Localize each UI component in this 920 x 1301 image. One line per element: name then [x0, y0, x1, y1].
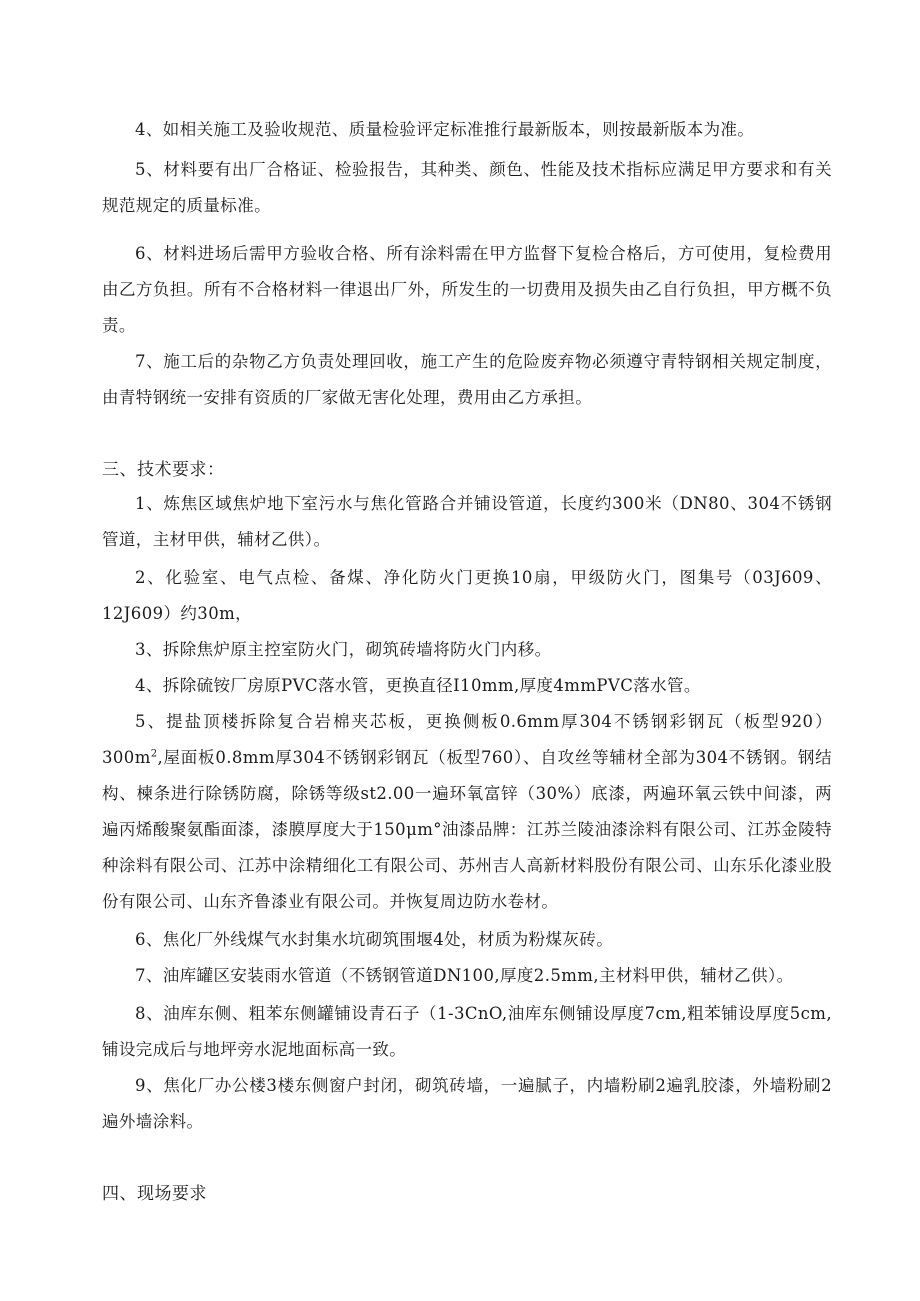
paragraph-item-5: 5、材料要有出厂合格证、检验报告，其种类、颜色、性能及技术指标应满足甲方要求和有关规范规定的质量标准。 — [102, 160, 832, 215]
tech-item-2: 2、化验室、电气点检、备煤、净化防火门更换10扇，甲级防火门，图集号（03J609、12J609）约30m， — [102, 568, 832, 623]
tech-item-5-part1: 5、提盐顶楼拆除复合岩棉夹芯板，更换侧板0.6mm厚304不锈钢彩钢瓦（板型920）300m — [102, 712, 832, 767]
paragraph-item-4: 4、如相关施工及验收规范、质量检验评定标准推行最新版本，则按最新版本为准。 — [135, 120, 755, 139]
tech-item-6: 6、焦化厂外线煤气水封集水坑砌筑围堰4处，材质为粉煤灰砖。 — [135, 930, 614, 949]
tech-item-7: 7、油库罐区安装雨水管道（不锈钢管道DN100,厚度2.5mm,主材料甲供，辅材乙供）。 — [135, 966, 794, 985]
tech-item-5-part2: ,屋面板0.8mm厚304不锈钢彩钢瓦（板型760）、自攻丝等辅材全部为304不锈钢。钢结构、楝条进行除锈防腐，除锈等级st2.00一遍环氧富锌（30%）底漆，两遍环氧云铁中间漆，两遍丙烯酸聚氨酯面漆，漆膜厚度大于150μm°油漆品牌：江苏兰陵油漆涂料有限公司、江苏金陵特种涂料有限公司、江苏中涂精细化工有限公司、苏州吉人高新材料股份有限公司、山东乐化漆业股份有限公司、山东齐鲁漆业有限公司。并恢复周边防水卷材。 — [102, 748, 832, 911]
paragraph-item-6: 6、材料进场后需甲方验收合格、所有涂料需在甲方监督下复检合格后，方可使用，复检费用由乙方负担。所有不合格材料一律退出厂外，所发生的一切费用及损失由乙自行负担，甲方概不负责。 — [102, 244, 832, 335]
tech-item-8: 8、油库东侧、粗苯东侧罐铺设青石子（1-3CnO,油库东侧铺设厚度7cm,粗苯铺设厚度5cm,铺设完成后与地坪旁水泥地面标高一致。 — [102, 1004, 832, 1059]
tech-item-3: 3、拆除焦炉原主控室防火门，砌筑砖墙将防火门内移。 — [135, 640, 552, 659]
tech-item-4: 4、拆除硫铵厂房原PVC落水管，更换直径I10mm,厚度4mmPVC落水管。 — [135, 676, 701, 695]
tech-item-9: 9、焦化厂办公楼3楼东侧窗户封闭，砌筑砖墙，一遍腻子，内墙粉刷2遍乳胶漆，外墙粉刷2遍外墙涂料。 — [102, 1076, 832, 1131]
section-heading-technical: 三、技术要求： — [102, 460, 225, 480]
superscript-squared: 2 — [150, 748, 158, 760]
tech-item-5 — [102, 704, 832, 920]
section-heading-site: 四、现场要求 — [102, 1184, 207, 1204]
paragraph-item-7: 7、施工后的杂物乙方负责处理回收，施工产生的危险废弃物必须遵守青特钢相关规定制度，由青特钢统一安排有资质的厂家做无害化处理，费用由乙方承担。 — [102, 352, 832, 407]
tech-item-1: 1、炼焦区域焦炉地下室污水与焦化管路合并铺设管道，长度约300米（DN80、304不锈钢管道，主材甲供，辅材乙供）。 — [102, 494, 832, 549]
